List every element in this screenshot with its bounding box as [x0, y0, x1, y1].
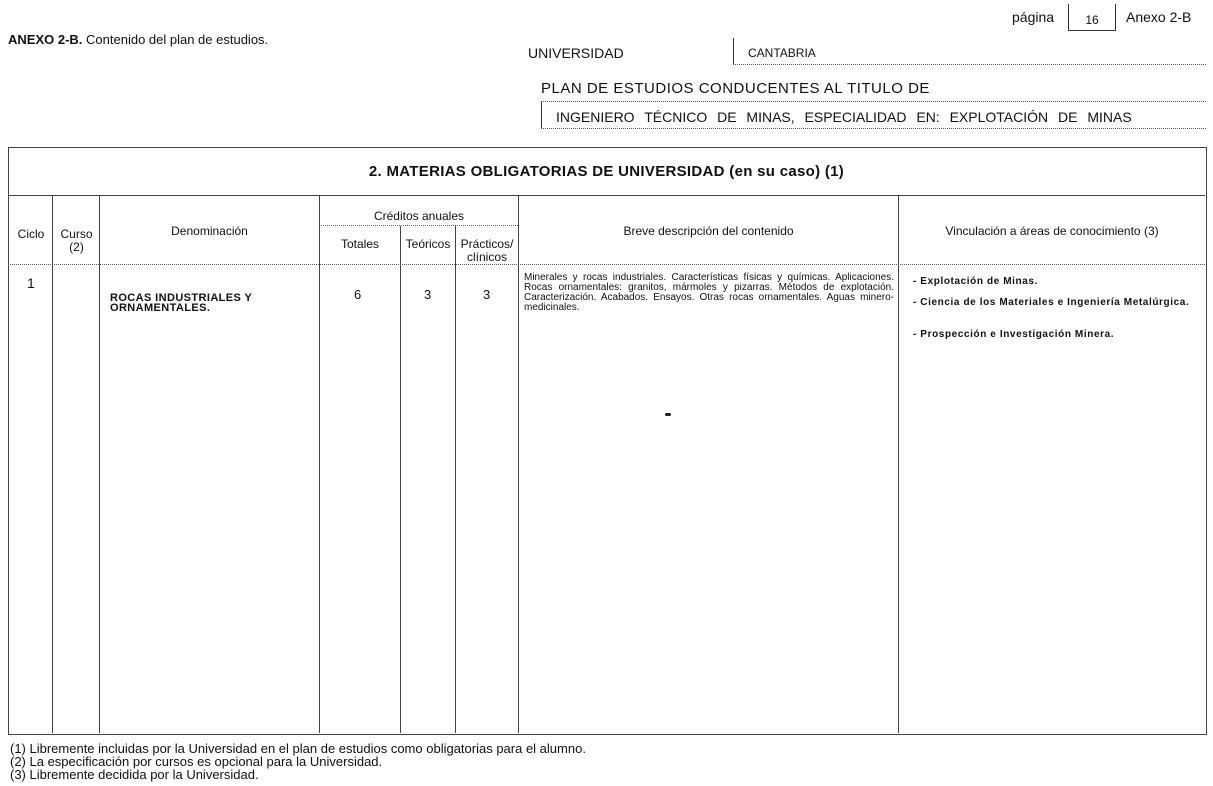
row-denominacion: ROCAS INDUSTRIALES Y ORNAMENTALES. [110, 292, 253, 314]
annex-tag: Anexo 2-B [1126, 9, 1192, 25]
header-curso: Curso [60, 227, 93, 241]
row-divider [319, 225, 518, 226]
annex-title: Contenido del plan de estudios. [86, 32, 269, 47]
header-denominacion: Denominación [171, 224, 248, 238]
footnote-1: (1) Libremente incluidas por la Universidad en el plan de estudios como obligatorias para el alumno. [10, 741, 586, 756]
footnote-3: (3) Libremente decidida por la Universidad. [10, 767, 259, 782]
header-totales: Totales [340, 237, 380, 251]
col-divider [52, 195, 53, 733]
page-number: 16 [1068, 4, 1116, 31]
area-item: - Prospección e Investigación Minera. [913, 329, 1115, 340]
row-practicos: 3 [483, 287, 491, 302]
row-totales: 6 [354, 287, 362, 302]
col-divider [400, 226, 401, 733]
header-teoricos: Teóricos [405, 237, 451, 251]
footnote-2: (2) La especificación por cursos es opcional para la Universidad. [10, 754, 383, 769]
col-divider [319, 195, 320, 733]
header-practicos: Prácticos/ [460, 237, 514, 251]
section-title: 2. MATERIAS OBLIGATORIAS DE UNIVERSIDAD (en su caso) (1) [8, 147, 1205, 196]
area-item: - Ciencia de los Materiales e Ingeniería Metalúrgica. [913, 297, 1190, 308]
row-teoricos: 3 [424, 287, 432, 302]
page-label: página [1012, 9, 1055, 25]
row-ciclo: 1 [27, 275, 35, 291]
scan-speck [665, 413, 671, 416]
header-curso-note: (2) [69, 240, 84, 254]
row-descripcion: Minerales y rocas industriales. Características físicas y químicas. Aplicaciones. Rocas ornamentales: granitos, mármoles y pizarras. Métodos de explotación. Caracterización. Acabados. Ensayos. Otras rocas ornamentales. Aguas minero-medicinales. [524, 272, 894, 313]
annex-label: ANEXO 2-B. [8, 32, 83, 47]
area-item: - Explotación de Minas. [913, 276, 1038, 287]
header-clinicos: clínicos [466, 250, 507, 264]
col-divider [898, 195, 899, 733]
university-value: CANTABRIA [748, 46, 816, 60]
header-ciclo: Ciclo [17, 227, 45, 241]
col-divider [455, 226, 456, 733]
header-vinculacion: Vinculación a áreas de conocimiento (3) [945, 224, 1159, 238]
header-creditos: Créditos anuales [373, 209, 465, 223]
col-divider [99, 195, 100, 733]
plan-label: PLAN DE ESTUDIOS CONDUCENTES AL TITULO DE [541, 80, 930, 97]
annex-heading [8, 32, 268, 47]
header-descripcion: Breve descripción del contenido [623, 224, 794, 238]
university-label: UNIVERSIDAD [528, 45, 624, 61]
row-divider [8, 264, 1205, 265]
col-divider [518, 195, 519, 733]
degree-title: INGENIERO TÉCNICO DE MINAS, ESPECIALIDAD EN: EXPLOTACIÓN DE MINAS [556, 109, 1132, 125]
